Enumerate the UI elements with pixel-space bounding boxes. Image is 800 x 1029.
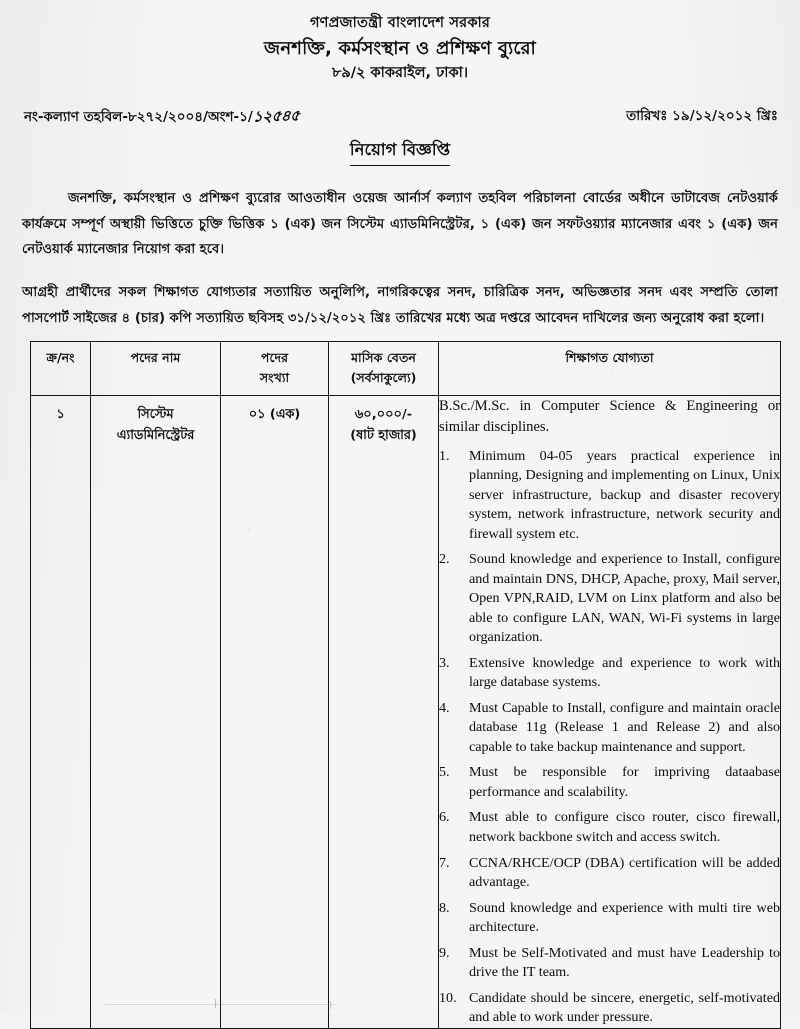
cell-salary-words: (ষাট হাজার) bbox=[350, 427, 417, 443]
memo-number-label: নং-কল্যাণ তহবিল-৮২৭২/২০০৪/অংশ-১/ bbox=[24, 109, 253, 126]
column-header-post-count-line1: পদের bbox=[260, 350, 289, 365]
cell-post-name-line1: সিস্টেম bbox=[137, 407, 174, 422]
column-header-qualification bbox=[439, 342, 781, 396]
list-item: CCNA/RHCE/OCP (DBA) certification will be added advantage. bbox=[469, 854, 780, 891]
column-header-post-name-label: পদের নাম bbox=[130, 350, 181, 365]
scan-artifact-tick bbox=[330, 1001, 331, 1009]
bureau-address: ৮৯/২ কাকরাইল, ঢাকা। bbox=[331, 64, 469, 81]
vacancy-table bbox=[30, 341, 781, 1029]
list-item: Must be responsible for impriving dataabase performance and scalability. bbox=[469, 764, 780, 800]
table-header-row bbox=[31, 342, 781, 396]
scan-artifact-line bbox=[105, 1004, 335, 1005]
notice-title: নিয়োগ বিজ্ঞপ্তি bbox=[350, 137, 450, 166]
scan-speck bbox=[248, 528, 250, 530]
vacancy-table-wrapper bbox=[30, 341, 780, 1029]
cell-post-name-line2: এ্যাডমিনিস্ট্রেটর bbox=[116, 427, 195, 443]
cell-salary-amount: ৬০,০০০/- bbox=[354, 407, 413, 422]
cell-qualification bbox=[439, 396, 781, 1029]
application-instructions-paragraph: আগ্রহী প্রার্থীদের সকল শিক্ষাগত যোগ্যতার সত্যায়িত অনুলিপি, নাগরিকত্বের সনদ, চারিত্রিক সনদ, অভিজ্ঞতার সনদ এবং সম্প্রতি তোলা পাসপোর্ট সাইজের ৪ (চার) কপি সত্যায়িত ছবিসহ ৩১/১২/২০১২ খ্রিঃ তারিখের মধ্যে অত্র দপ্তরে আবেদন দাখিলের জন্য অনুরোধ করা হলো। bbox=[22, 285, 778, 326]
column-header-salary bbox=[329, 342, 439, 396]
cell-serial-value: ১ bbox=[56, 407, 65, 422]
column-header-salary-line2: (সর্বসাকুল্যে) bbox=[350, 370, 417, 386]
list-item: Must able to configure cisco router, cisco firewall, network backbone switch and access switch. bbox=[469, 809, 780, 845]
column-header-serial-label: ক্র/নং bbox=[46, 350, 75, 365]
cell-post-count-value: ০১ (এক) bbox=[248, 407, 301, 422]
memo-number-handwritten: ১২৫৪৫ bbox=[252, 106, 300, 126]
letterhead bbox=[0, 0, 800, 84]
list-item: Extensive knowledge and experience to work with large database systems. bbox=[469, 654, 780, 691]
cell-post-name bbox=[91, 396, 221, 1029]
intro-paragraph: জনশক্তি, কর্মসংস্থান ও প্রশিক্ষণ ব্যুরোর আওতাধীন ওয়েজ আর্নার্স কল্যাণ তহবিল পরিচালনা বোর্ডের অধীনে ডাটাবেজ নেটওয়ার্ক কার্যক্রমে সম্পূর্ণ অস্থায়ী ভিত্তিতে চুক্তি ভিত্তিক ১ (এক) জন সিস্টেম এ্যাডমিনিস্ট্রেটর, ১ (এক) জন সফটওয়্যার ম্যানেজার এবং ১ (এক) জন নেটওয়ার্ক ম্যানেজার নিয়োগ করা হবে। bbox=[22, 191, 778, 258]
scan-artifact-tick bbox=[215, 999, 216, 1008]
table-body bbox=[31, 396, 781, 1029]
bureau-name: জনশক্তি, কর্মসংস্থান ও প্রশিক্ষণ ব্যুরো bbox=[264, 37, 536, 59]
qualification-list bbox=[439, 447, 780, 1028]
list-item: Minimum 04-05 years practical experience in planning, Designing and implementing on Linux, Unix server infrastructure, backup and disaster recovery system, network infrastructure, network security and firewall system etc. bbox=[469, 447, 780, 542]
column-header-salary-line1: মাসিক বেতন bbox=[351, 350, 416, 365]
qualification-degree-line: B.Sc./M.Sc. in Computer Science & Engineering or similar disciplines. bbox=[439, 398, 780, 435]
cell-post-count bbox=[221, 396, 329, 1029]
column-header-serial bbox=[31, 342, 91, 396]
notice-title-wrap bbox=[0, 137, 800, 166]
government-name: গণপ্রজাতন্ত্রী বাংলাদেশ সরকার bbox=[309, 15, 491, 31]
memo-row bbox=[0, 105, 800, 131]
memo-number bbox=[24, 105, 299, 130]
cell-serial bbox=[31, 396, 91, 1029]
list-item: Must Capable to Install, configure and maintain oracle database 11g (Release 1 and Release 2) and also capable to take backup maintenance and support. bbox=[469, 699, 780, 755]
table-row bbox=[31, 396, 781, 1029]
column-header-qualification-label: শিক্ষাগত যোগ্যতা bbox=[565, 350, 654, 365]
memo-date: তারিখঃ ১৯/১২/২০১২ খ্রিঃ bbox=[626, 108, 778, 125]
list-item: Candidate should be sincere, energetic, self-motivated and able to work under pressure. bbox=[469, 989, 780, 1026]
cell-salary bbox=[329, 396, 439, 1029]
list-item: Sound knowledge and experience with multi tire web architecture. bbox=[469, 899, 780, 936]
column-header-post-count bbox=[221, 342, 329, 396]
column-header-post-count-line2: সংখ্যা bbox=[259, 370, 290, 386]
scan-speck bbox=[690, 205, 693, 208]
list-item: Sound knowledge and experience to Install, configure and maintain DNS, DHCP, Apache, proxy, Mail server, Open VPN,RAID, LVM on Linx platform and also be able to configure LAN, WAN, Wi-Fi systems in large organization. bbox=[469, 551, 780, 646]
scan-speck bbox=[612, 372, 614, 374]
table-header bbox=[31, 342, 781, 396]
column-header-post-name bbox=[91, 342, 221, 396]
list-item: Must be Self-Motivated and must have Leadership to drive the IT team. bbox=[469, 944, 780, 981]
